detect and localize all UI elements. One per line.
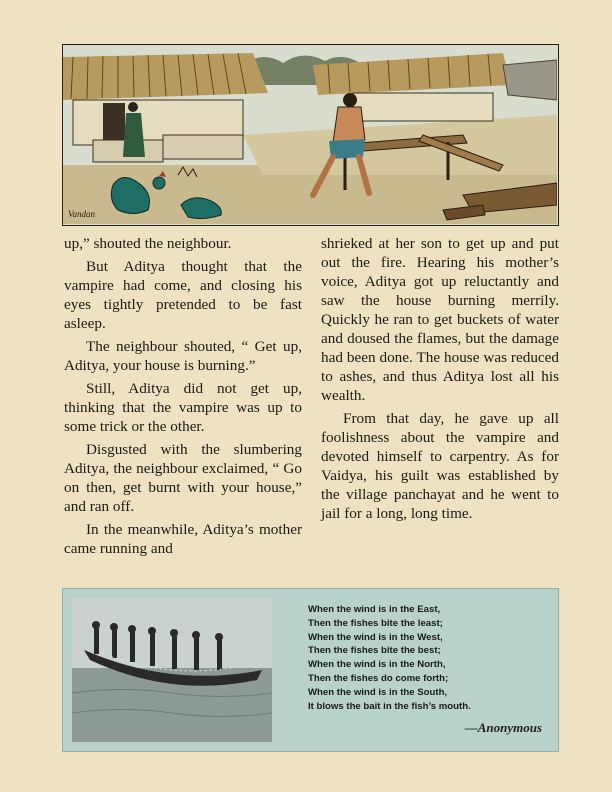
paragraph: Disgusted with the slumbering Aditya, the neighbour exclaimed, “ Go on then, get burnt with your house,” and ran off. [64, 441, 302, 515]
left-text-column [64, 234, 302, 562]
poem-text [308, 603, 548, 713]
poem-author: —Anonymous [464, 720, 542, 735]
poem-line: When the wind is in the East, [308, 604, 441, 615]
poem-line: Then the fishes bite the least; [308, 617, 443, 629]
poem-line: When the wind is in the North, [308, 659, 446, 671]
paragraph: Still, Aditya did not get up, thinking that the vampire was up to some trick or the other. [64, 380, 302, 435]
story-illustration [62, 44, 559, 226]
paragraph: up,” shouted the neighbour. [64, 235, 232, 252]
boat-photo-drawing [72, 598, 272, 742]
paragraph: The neighbour shouted, “ Get up, Aditya, your house is burning.” [64, 338, 302, 374]
poem-box [62, 588, 559, 752]
right-text-column [321, 234, 559, 527]
paragraph: shrieked at her son to get up and put out the fire. Hearing his mother’s voice, Aditya got up reluctantly and saw the house burning merrily. Quickly he ran to get buckets of water and doused the flames, but the damage had been done. The house was reduced to ashes, and thus Aditya lost all his wealth. [321, 235, 559, 404]
paragraph: In the meanwhile, Aditya’s mother came running and [64, 521, 302, 557]
fishing-boat-photo [72, 598, 272, 742]
poem-line: It blows the bait in the fish’s mouth. [308, 700, 471, 712]
village-scene-drawing [63, 45, 557, 224]
poem-line: Then the fishes bite the best; [308, 645, 441, 657]
paragraph: From that day, he gave up all foolishness about the vampire and devoted himself to carpentry. As for Vaidya, his guilt was established by the village panchayat and he went to jail for a long, long time. [321, 410, 559, 522]
poem-line: When the wind is in the West, [308, 631, 443, 643]
paragraph: But Aditya thought that the vampire had come, and closing his eyes tightly pretended to be fast asleep. [64, 258, 302, 332]
poem-line: When the wind is in the South, [308, 686, 448, 698]
artist-signature: Vandan [68, 209, 95, 219]
poem-line: Then the fishes do come forth; [308, 672, 449, 684]
